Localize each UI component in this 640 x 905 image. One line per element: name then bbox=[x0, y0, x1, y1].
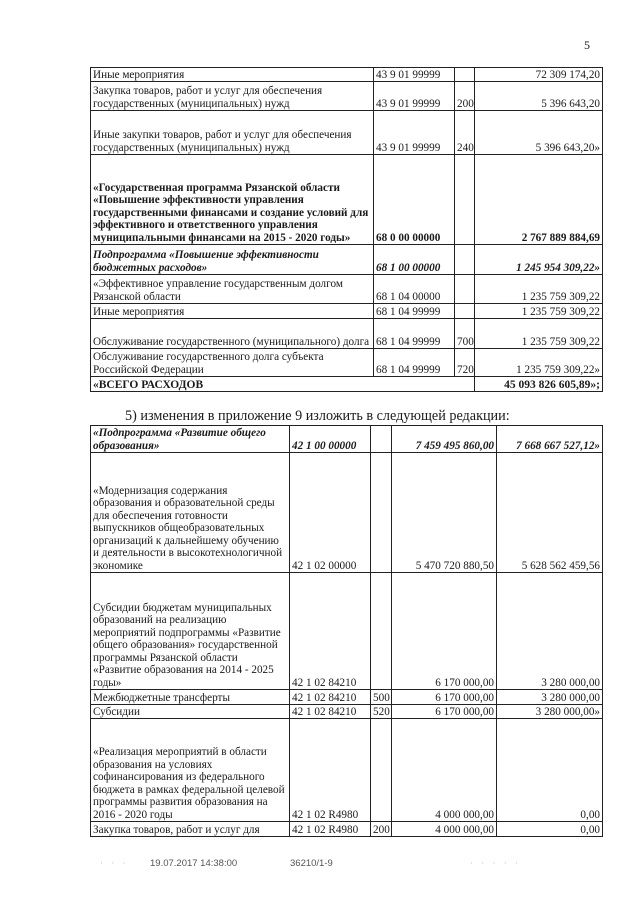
row-sum: 1 235 759 309,22» bbox=[475, 349, 603, 377]
row-name: «Модернизация содержания образования и образовательной среды для обеспечения готовности выпускников общеобразовательных организаций к дальнейшему обучению и деятельности в высокотехнологичной экономике bbox=[91, 453, 290, 573]
row-vr bbox=[455, 155, 475, 245]
row-code: 42 1 00 00000 bbox=[290, 426, 371, 453]
row-sum-1: 5 470 720 880,50 bbox=[392, 453, 497, 573]
row-sum: 1 235 759 309,22 bbox=[475, 319, 603, 349]
table-row bbox=[91, 573, 603, 690]
row-sum: 1 245 954 309,22» bbox=[475, 245, 603, 275]
table-row bbox=[91, 822, 603, 837]
expenses-table-1 bbox=[90, 67, 603, 392]
row-name: Иные мероприятия bbox=[91, 68, 374, 82]
row-vr: 520 bbox=[371, 705, 392, 719]
table-row bbox=[91, 349, 603, 377]
row-vr: 200 bbox=[371, 822, 392, 837]
row-name: Субсидии бюджетам муниципальных образований на реализацию мероприятий подпрограммы «Развитие общего образования» государственной программы Рязанской области «Развитие образования на 2014 - 2025 годы» bbox=[91, 573, 290, 690]
row-code: 68 0 00 00000 bbox=[374, 155, 455, 245]
footer-timestamp: 19.07.2017 14:38:00 bbox=[150, 858, 238, 869]
row-vr: 720 bbox=[455, 349, 475, 377]
row-code: 42 1 02 R4980 bbox=[290, 719, 371, 822]
page-number: 5 bbox=[584, 38, 590, 52]
footer-doc-id: 36210/1-9 bbox=[290, 858, 333, 869]
table-row bbox=[91, 426, 603, 453]
row-sum: 1 235 759 309,22 bbox=[475, 275, 603, 304]
row-sum-2: 0,00 bbox=[497, 719, 603, 822]
footer-decoration: · · · bbox=[100, 858, 129, 868]
row-sum-2: 5 628 562 459,56 bbox=[497, 453, 603, 573]
row-sum: 1 235 759 309,22 bbox=[475, 304, 603, 319]
row-name: «Эффективное управление государственным долгом Рязанской области bbox=[91, 275, 374, 304]
row-vr bbox=[371, 453, 392, 573]
total-label: «ВСЕГО РАСХОДОВ bbox=[91, 377, 475, 392]
row-vr: 700 bbox=[455, 319, 475, 349]
row-sum-1: 4 000 000,00 bbox=[392, 719, 497, 822]
row-code: 68 1 04 00000 bbox=[374, 275, 455, 304]
row-code: 68 1 04 99999 bbox=[374, 349, 455, 377]
row-name: Закупка товаров, работ и услуг для bbox=[91, 822, 290, 837]
table-row bbox=[91, 155, 603, 245]
row-code: 68 1 04 99999 bbox=[374, 319, 455, 349]
row-sum: 5 396 643,20» bbox=[475, 111, 603, 155]
table-row bbox=[91, 690, 603, 705]
row-vr bbox=[455, 68, 475, 82]
row-sum-1: 4 000 000,00 bbox=[392, 822, 497, 837]
row-code: 68 1 00 00000 bbox=[374, 245, 455, 275]
row-name: Закупка товаров, работ и услуг для обеспечения государственных (муниципальных) нужд bbox=[91, 82, 374, 111]
row-name: «Реализация мероприятий в области образования на условиях софинансирования из федерального бюджета в рамках федеральной целевой программы развития образования на 2016 - 2020 годы bbox=[91, 719, 290, 822]
section-heading: 5) изменения в приложение 9 изложить в следующей редакции: bbox=[125, 408, 510, 424]
row-code: 42 1 02 84210 bbox=[290, 573, 371, 690]
total-row bbox=[91, 377, 603, 392]
row-name: Иные мероприятия bbox=[91, 304, 374, 319]
row-name: Обслуживание государственного долга субъекта Российской Федерации bbox=[91, 349, 374, 377]
row-vr bbox=[371, 426, 392, 453]
row-name: Межбюджетные трансферты bbox=[91, 690, 290, 705]
row-sum-1: 6 170 000,00 bbox=[392, 705, 497, 719]
row-code: 42 1 02 84210 bbox=[290, 690, 371, 705]
row-name: «Подпрограмма «Развитие общего образования» bbox=[91, 426, 290, 453]
table-row bbox=[91, 453, 603, 573]
row-name: Обслуживание государственного (муниципального) долга bbox=[91, 319, 374, 349]
row-vr: 240 bbox=[455, 111, 475, 155]
row-sum: 5 396 643,20 bbox=[475, 82, 603, 111]
table-row bbox=[91, 705, 603, 719]
row-code: 68 1 04 99999 bbox=[374, 304, 455, 319]
row-code: 42 1 02 00000 bbox=[290, 453, 371, 573]
row-sum-1: 6 170 000,00 bbox=[392, 690, 497, 705]
row-sum-2: 3 280 000,00» bbox=[497, 705, 603, 719]
table-row bbox=[91, 275, 603, 304]
row-sum-2: 0,00 bbox=[497, 822, 603, 837]
row-vr: 200 bbox=[455, 82, 475, 111]
table-row bbox=[91, 68, 603, 82]
footer-decoration: · · · · · bbox=[470, 858, 521, 868]
row-code: 43 9 01 99999 bbox=[374, 111, 455, 155]
row-name: Субсидии bbox=[91, 705, 290, 719]
expenses-table-2 bbox=[90, 425, 603, 837]
row-sum: 2 767 889 884,69 bbox=[475, 155, 603, 245]
row-sum-1: 7 459 495 860,00 bbox=[392, 426, 497, 453]
row-vr bbox=[455, 304, 475, 319]
row-sum-2: 7 668 667 527,12» bbox=[497, 426, 603, 453]
table-row bbox=[91, 304, 603, 319]
table-row bbox=[91, 319, 603, 349]
row-vr bbox=[371, 573, 392, 690]
row-name: Иные закупки товаров, работ и услуг для обеспечения государственных (муниципальных) нужд bbox=[91, 111, 374, 155]
row-sum-1: 6 170 000,00 bbox=[392, 573, 497, 690]
row-code: 42 1 02 84210 bbox=[290, 705, 371, 719]
table-row bbox=[91, 111, 603, 155]
table-row bbox=[91, 82, 603, 111]
total-sum: 45 093 826 605,89»; bbox=[475, 377, 603, 392]
row-sum-2: 3 280 000,00 bbox=[497, 573, 603, 690]
row-vr bbox=[371, 719, 392, 822]
row-code: 43 9 01 99999 bbox=[374, 68, 455, 82]
row-sum: 72 309 174,20 bbox=[475, 68, 603, 82]
row-vr: 500 bbox=[371, 690, 392, 705]
row-vr bbox=[455, 245, 475, 275]
row-code: 43 9 01 99999 bbox=[374, 82, 455, 111]
row-name: Подпрограмма «Повышение эффективности бюджетных расходов» bbox=[91, 245, 374, 275]
row-name: «Государственная программа Рязанской области «Повышение эффективности управления государственными финансами и создание условий для эффективного и ответственного управления муниципальными финансами на 2015 - 2020 годы» bbox=[91, 155, 374, 245]
row-vr bbox=[455, 275, 475, 304]
row-sum-2: 3 280 000,00 bbox=[497, 690, 603, 705]
table-row bbox=[91, 719, 603, 822]
row-code: 42 1 02 R4980 bbox=[290, 822, 371, 837]
table-row bbox=[91, 245, 603, 275]
